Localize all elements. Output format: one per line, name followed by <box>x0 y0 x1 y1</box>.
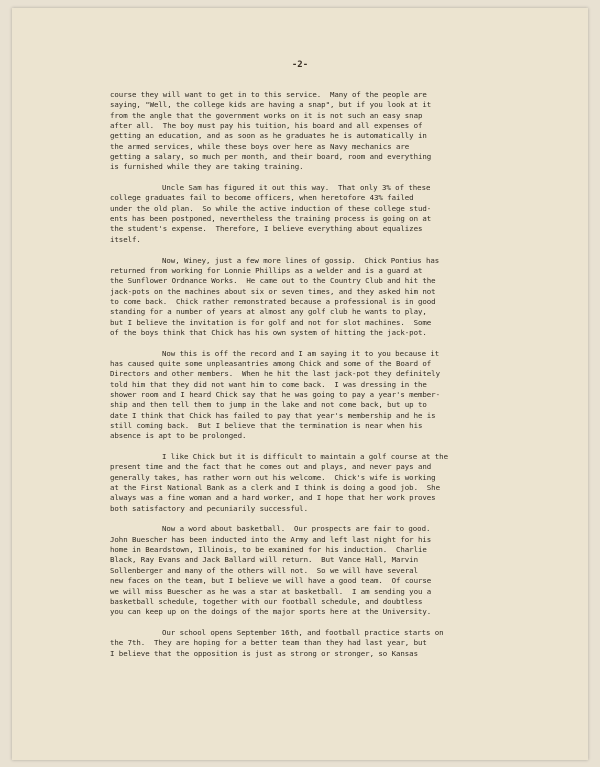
text-line: Uncle Sam has figured it out this way. That only 3% of these <box>162 183 431 193</box>
text-line: I like Chick but it is difficult to maintain a golf course at the <box>162 452 448 462</box>
text-line: after all. The boy must pay his tuition, his board and all expenses of <box>110 121 423 131</box>
paragraph <box>110 349 540 442</box>
text-line: we will miss Buescher as he was a star at basketball. I am sending you a <box>110 586 432 596</box>
text-line: getting an education, and as soon as he graduates he is automatically in <box>110 131 427 141</box>
text-line: Now, Winey, just a few more lines of gossip. Chick Pontius has <box>162 255 440 265</box>
text-line: the student's expense. Therefore, I believe everything about equalizes <box>110 224 423 234</box>
text-line: itself. <box>110 234 141 244</box>
page-number: -2- <box>291 60 309 70</box>
letter-page <box>12 8 588 760</box>
text-line: Sollenberger and many of the others will not. So we will have several <box>110 565 418 575</box>
text-line: basketball schedule, together with our football schedule, and doubtless <box>110 596 423 606</box>
text-line: generally takes, has rather worn out his welcome. Chick's wife is working <box>110 472 436 482</box>
text-line: of the boys think that Chick has his own system of hitting the jack-pot. <box>110 327 427 337</box>
text-line: told him that they did not want him to come back. I was dressing in the <box>110 379 427 389</box>
text-line: I believe that the opposition is just as strong or stronger, so Kansas <box>110 648 418 658</box>
text-line: the Sunflower Ordnance Works. He came out to the Country Club and hit the <box>110 276 436 286</box>
text-line: saying, "Well, the college kids are having a snap", but if you look at it <box>110 100 432 110</box>
text-line: Black, Ray Evans and Jack Ballard will return. But Vance Hall, Marvin <box>110 555 418 565</box>
text-line: Directors and other members. When he hit the last jack-pot they definitely <box>110 369 440 379</box>
text-line: new faces on the team, but I believe we will have a good team. Of course <box>110 576 432 586</box>
text-line: getting a salary, so much per month, and their board, room and everything <box>110 152 432 162</box>
text-line: absence is apt to be prolonged. <box>110 431 247 441</box>
paragraph <box>110 256 540 339</box>
text-line: John Buescher has been inducted into the Army and left last night for his <box>110 534 432 544</box>
paragraph <box>110 628 540 659</box>
text-line: returned from working for Lonnie Phillips as a welder and is a guard at <box>110 265 423 275</box>
text-line: ents has been postponed, nevertheless the training process is going on at <box>110 214 432 224</box>
text-line: home in Beardstown, Illinois, to be examined for his induction. Charlie <box>110 545 427 555</box>
text-line: to come back. Chick rather remonstrated because a professional is in good <box>110 296 436 306</box>
text-line: still coming back. But I believe that the termination is near when his <box>110 421 423 430</box>
text-line: standing for a number of years at almost any golf club he wants to play, <box>110 307 427 317</box>
letter-body <box>110 90 540 669</box>
text-line: jack-pots on the machines about six or seven times, and they asked him not <box>110 286 436 296</box>
text-line: date I think that Chick has failed to pay that year's membership and he is <box>110 410 436 420</box>
text-line: college graduates fail to become officers, when heretofore 43% failed <box>110 193 414 203</box>
text-line: the 7th. They are hoping for a better team than they had last year, but <box>110 638 427 648</box>
text-line: is furnished while they are taking training. <box>110 162 304 172</box>
text-line: the armed services, while these boys over here as Navy mechanics are <box>110 141 410 151</box>
text-line: you can keep up on the doings of the major sports here at the University. <box>110 607 432 617</box>
text-line: has caused quite some unpleasantries among Chick and some of the Board of <box>110 358 432 368</box>
text-line: shower room and I heard Chick say that he was going to pay a year's member- <box>110 389 440 399</box>
text-line: course they will want to get in to this service. Many of the people are <box>110 90 427 99</box>
paragraph <box>110 90 540 173</box>
text-line: Now this is off the record and I am saying it to you because it <box>162 348 440 358</box>
paragraph <box>110 452 540 514</box>
text-line: Now a word about basketball. Our prospects are fair to good. <box>162 524 431 534</box>
paragraph <box>110 183 540 245</box>
text-line: from the angle that the government works on it is not such an easy snap <box>110 110 423 120</box>
text-line: always was a fine woman and a hard worker, and I hope that her work proves <box>110 493 436 503</box>
paragraph <box>110 524 540 617</box>
text-line: both satisfactory and pecuniarily successful. <box>110 503 308 513</box>
text-line: at the First National Bank as a clerk and I think is doing a good job. She <box>110 483 440 493</box>
text-line: but I believe the invitation is for golf and not for slot machines. Some <box>110 317 432 327</box>
text-line: ship and then tell them to jump in the lake and not come back, but up to <box>110 400 427 410</box>
text-line: Our school opens September 16th, and football practice starts on <box>162 627 444 637</box>
text-line: present time and the fact that he comes out and plays, and never pays and <box>110 462 432 472</box>
text-line: under the old plan. So while the active induction of these college stud- <box>110 203 432 213</box>
